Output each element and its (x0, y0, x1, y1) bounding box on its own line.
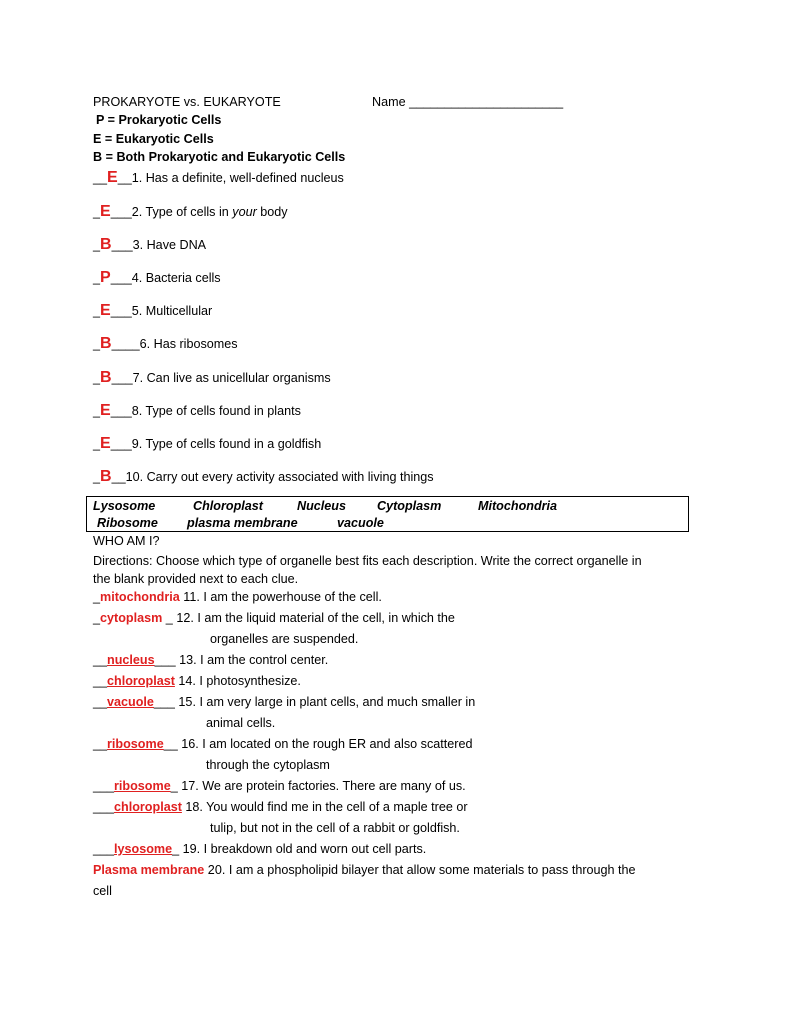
question-1: __E__1. Has a definite, well-defined nucleus (93, 169, 344, 186)
bank-word-chloroplast: Chloroplast (193, 499, 263, 513)
bank-word-vacuole: vacuole (337, 516, 384, 530)
question-9: _E___9. Type of cells found in a goldfish (93, 435, 322, 452)
clue-13: __nucleus___ 13. I am the control center. (93, 653, 329, 667)
question-8: _E___8. Type of cells found in plants (93, 402, 301, 419)
answer-1: E (107, 169, 118, 186)
question-3: _B___3. Have DNA (93, 236, 207, 253)
name-label: Name (372, 95, 406, 109)
answer-11: mitochondria (100, 590, 180, 604)
key-eukaryotic: E = Eukaryotic Cells (93, 132, 214, 146)
answer-5: E (100, 302, 111, 319)
bank-word-cytoplasm: Cytoplasm (377, 499, 442, 513)
bank-word-mitochondria: Mitochondria (478, 499, 558, 513)
clue-16: __ribosome__ 16. I am located on the rough ER and also scattered (93, 737, 473, 751)
clue-15: __vacuole___ 15. I am very large in plant cells, and much smaller in (93, 695, 476, 709)
key-both: B = Both Prokaryotic and Eukaryotic Cells (93, 150, 346, 164)
answer-12: cytoplasm (100, 611, 163, 625)
bank-word-nucleus: Nucleus (297, 499, 346, 513)
answer-18: chloroplast (114, 800, 182, 814)
answer-6: B (100, 335, 112, 352)
clue-12: _cytoplasm _ 12. I am the liquid material of the cell, in which the (93, 611, 455, 625)
question-10: _B__10. Carry out every activity associated with living things (93, 468, 434, 485)
worksheet-title: PROKARYOTE vs. EUKARYOTE (93, 95, 281, 109)
question-4: _P___4. Bacteria cells (93, 269, 221, 286)
answer-13: nucleus (107, 653, 155, 667)
answer-2: E (100, 203, 111, 220)
clue-17: ___ribosome_ 17. We are protein factories. There are many of us. (93, 779, 466, 793)
answer-14: chloroplast (107, 674, 175, 688)
word-bank (86, 496, 689, 532)
answer-10: B (100, 468, 112, 485)
clue-18: ___chloroplast 18. You would find me in the cell of a maple tree or (93, 800, 468, 814)
clue-11: _mitochondria 11. I am the powerhouse of the cell. (93, 590, 382, 604)
question-7: _B___7. Can live as unicellular organisms (93, 369, 331, 386)
answer-15: vacuole (107, 695, 154, 709)
bank-word-plasma-membrane: plasma membrane (187, 516, 298, 530)
bank-word-lysosome: Lysosome (93, 499, 156, 513)
clue-19: ___lysosome_ 19. I breakdown old and worn out cell parts. (93, 842, 427, 856)
clue-15-continued: animal cells. (206, 716, 276, 730)
directions-line-1: Directions: Choose which type of organelle best fits each description. Write the correct organelle in (93, 554, 642, 568)
question-2: _E___2. Type of cells in your body (93, 203, 288, 220)
question-5: _E___5. Multicellular (93, 302, 213, 319)
question-6: _B____6. Has ribosomes (93, 335, 238, 352)
directions-line-2: the blank provided next to each clue. (93, 572, 299, 586)
clue-14: __chloroplast 14. I photosynthesize. (93, 674, 301, 688)
answer-17: ribosome (114, 779, 171, 793)
answer-9: E (100, 435, 111, 452)
name-blank: ______________________ (409, 95, 564, 109)
key-prokaryotic: P = Prokaryotic Cells (96, 113, 222, 127)
answer-16: ribosome (107, 737, 164, 751)
answer-4: P (100, 269, 111, 286)
answer-20: Plasma membrane (93, 863, 205, 877)
clue-18-continued: tulip, but not in the cell of a rabbit or goldfish. (210, 821, 460, 835)
bank-word-ribosome: Ribosome (97, 516, 158, 530)
clue-20-continued: cell (93, 884, 112, 898)
answer-3: B (100, 236, 112, 253)
answer-8: E (100, 402, 111, 419)
answer-19: lysosome (114, 842, 173, 856)
clue-20: Plasma membrane 20. I am a phospholipid bilayer that allow some materials to pass through the (93, 863, 636, 877)
section-heading: WHO AM I? (93, 534, 160, 548)
clue-12-continued: organelles are suspended. (210, 632, 359, 646)
name-field[interactable] (372, 94, 563, 111)
answer-7: B (100, 369, 112, 386)
clue-16-continued: through the cytoplasm (206, 758, 330, 772)
